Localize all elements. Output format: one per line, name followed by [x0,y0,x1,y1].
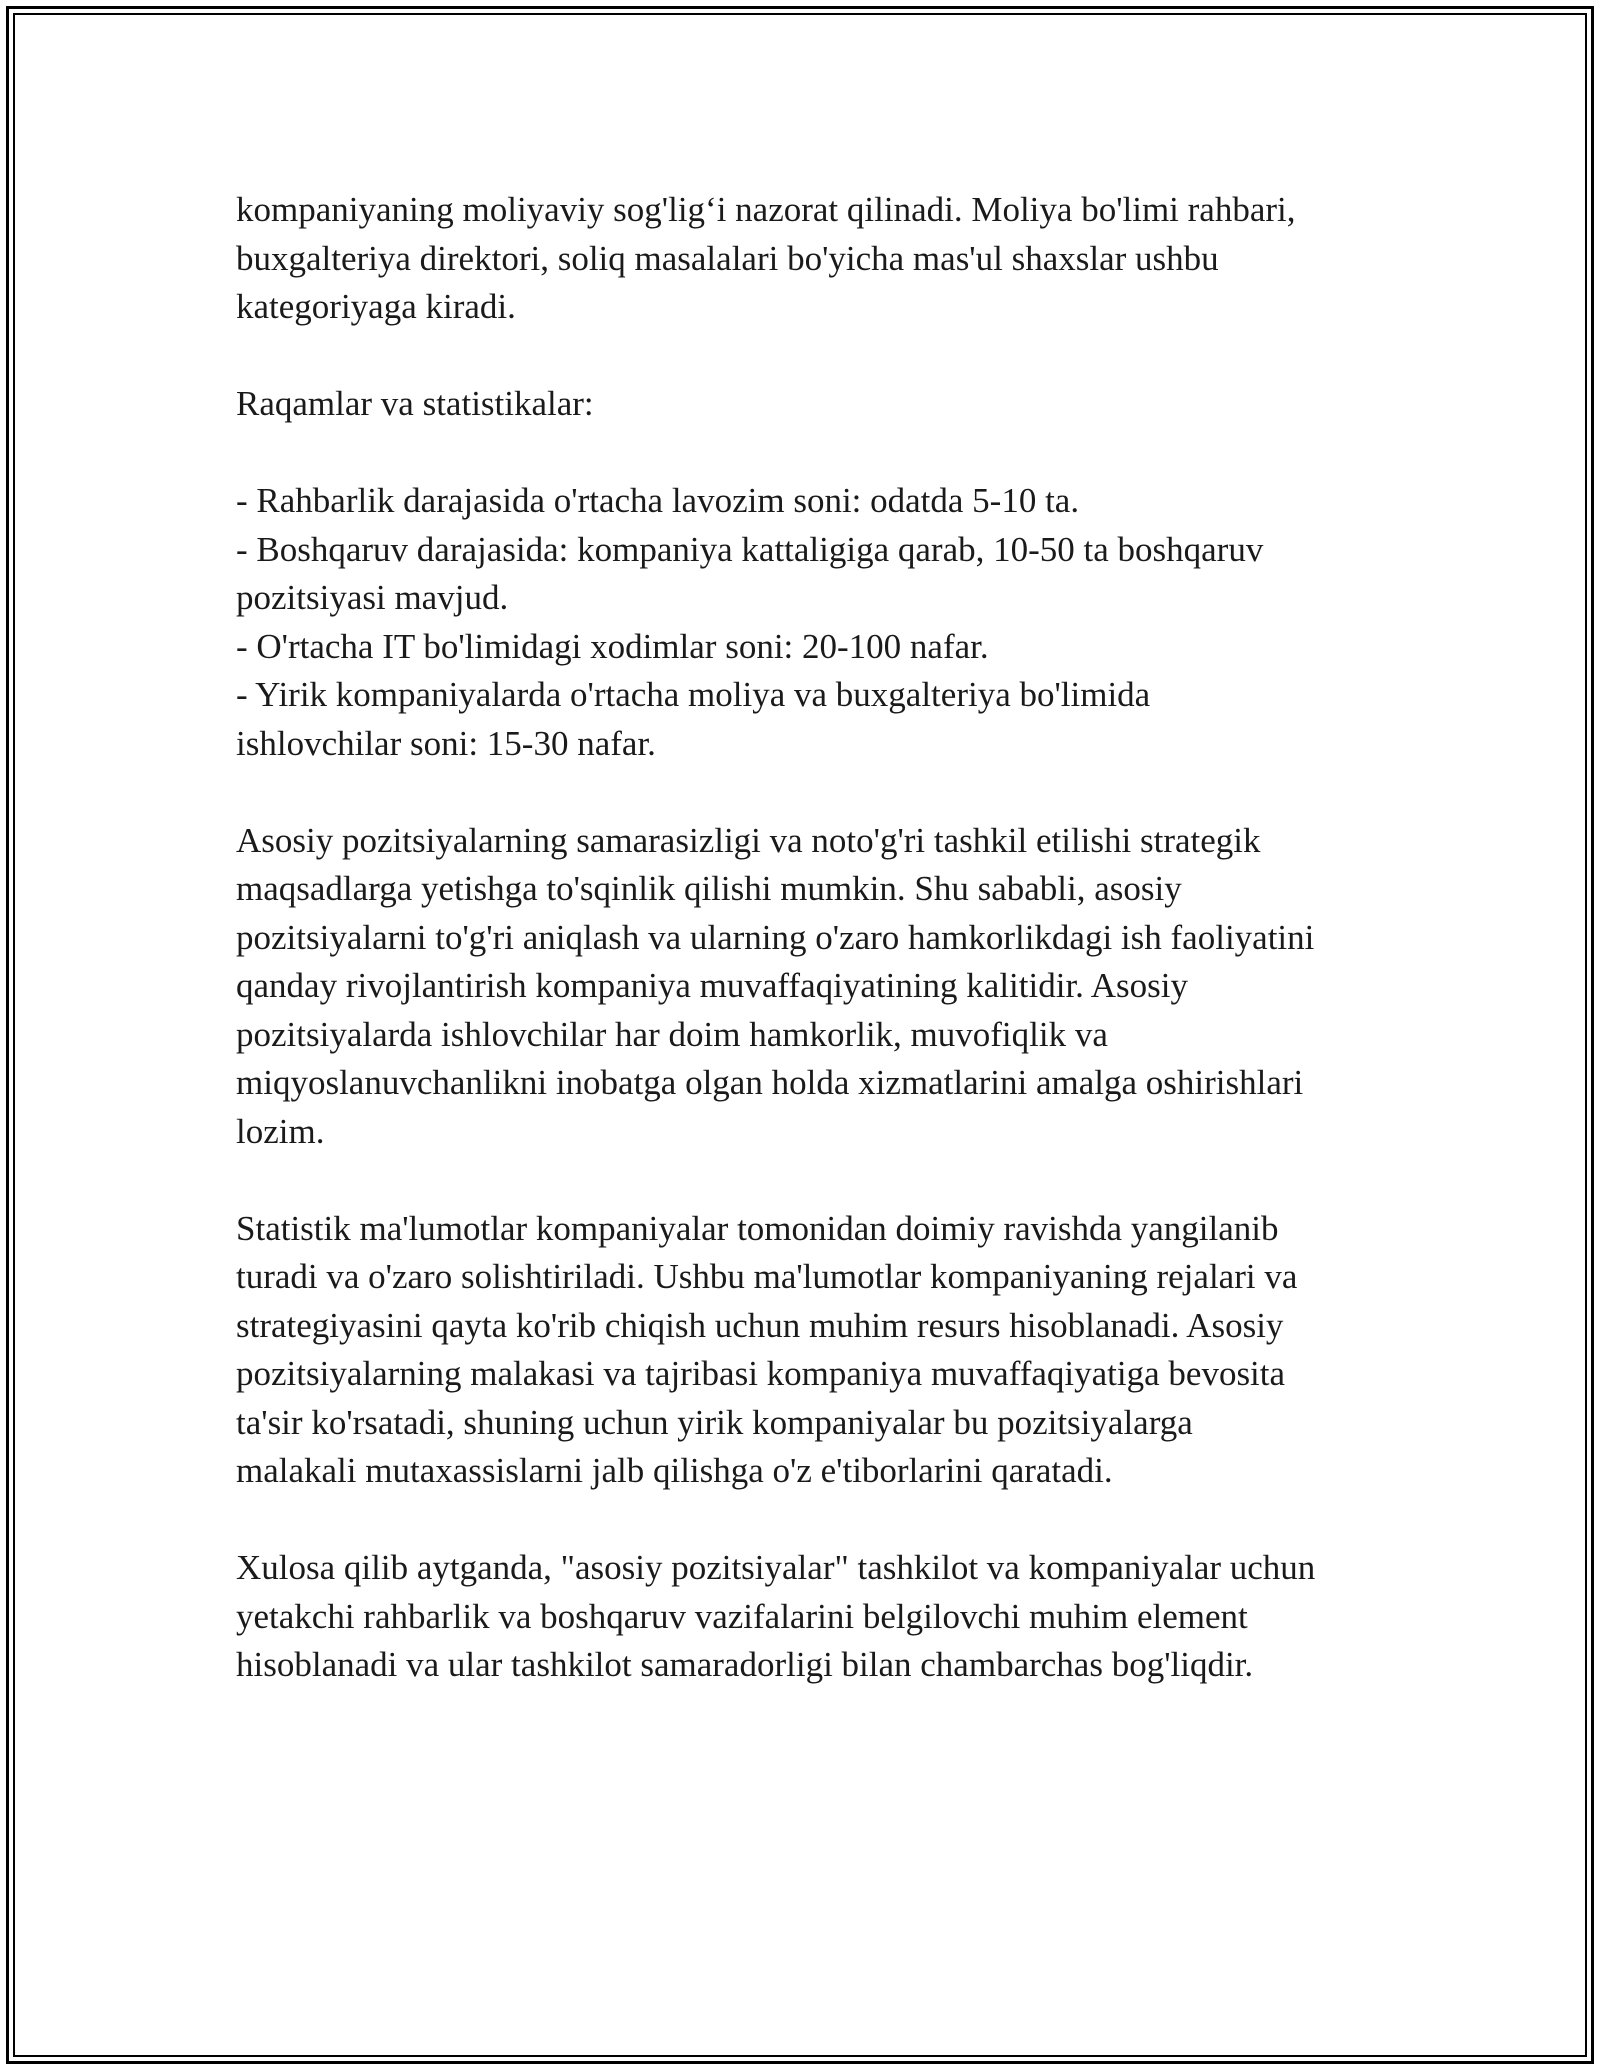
text-line: pozitsiyalarda ishlovchilar har doim hamkorlik, muvofiqlik va [236,1014,1108,1054]
text-line: maqsadlarga yetishga to'sqinlik qilishi mumkin. Shu sababli, asosiy [236,869,1182,908]
text-line: Xulosa qilib aytganda, "asosiy pozitsiyalar" tashkilot va kompaniyalar uchun [236,1548,1316,1587]
text-line: qanday rivojlantirish kompaniya muvaffaqiyatining kalitidir. Asosiy [236,966,1188,1005]
text-line: pozitsiyalarning malakasi va tajribasi kompaniya muvaffaqiyatiga bevosita [236,1354,1286,1393]
list-item: - Yirik kompaniyalarda o'rtacha moliya va buxgalteriya bo'limida [236,675,1151,714]
text-line: miqyoslanuvchanlikni inobatga olgan holda xizmatlarini amalga oshirishlari [236,1063,1304,1102]
document-body [236,186,1396,1738]
list-item-continuation: ishlovchilar soni: 15-30 nafar. [236,723,656,763]
paragraph-financial-health [236,186,1396,332]
text-line: ta'sir ko'rsatadi, shuning uchun yirik kompaniyalar bu pozitsiyalarga [236,1402,1193,1442]
paragraph-statistical-data [236,1205,1396,1496]
text-line: Statistik ma'lumotlar kompaniyalar tomonidan doimiy ravishda yangilanib [236,1208,1279,1248]
text-line: Raqamlar va statistikalar: [236,384,594,423]
text-line: hisoblanadi va ular tashkilot samaradorligi bilan chambarchas bog'liqdir. [236,1645,1254,1684]
text-line: turadi va o'zaro solishtiriladi. Ushbu ma'lumotlar kompaniyaning rejalari va [236,1257,1298,1296]
text-line: lozim. [236,1111,325,1151]
section-heading-statistics [236,380,1396,429]
text-line: strategiyasini qayta ko'rib chiqish uchun muhim resurs hisoblanadi. Asosiy [236,1305,1284,1345]
text-line: kompaniyaning moliyaviy sog'lig‘i nazorat qilinadi. Moliya bo'limi rahbari, [236,190,1296,229]
statistics-list [236,477,1396,768]
text-line: malakali mutaxassislarni jalb qilishga o'z e'tiborlarini qaratadi. [236,1451,1113,1490]
text-line: kategoriyaga kiradi. [236,287,516,326]
text-line: yetakchi rahbarlik va boshqaruv vazifalarini belgilovchi muhim element [236,1596,1248,1636]
text-line: Asosiy pozitsiyalarning samarasizligi va noto'g'ri tashkil etilishi strategik [236,820,1261,860]
list-item: - Rahbarlik darajasida o'rtacha lavozim soni: odatda 5-10 ta. [236,481,1080,520]
paragraph-key-positions [236,817,1396,1157]
list-item: - Boshqaruv darajasida: kompaniya kattaligiga qarab, 10-50 ta boshqaruv [236,529,1264,569]
text-line: buxgalteriya direktori, soliq masalalari bo'yicha mas'ul shaxslar ushbu [236,238,1219,278]
list-item-continuation: pozitsiyasi mavjud. [236,578,509,617]
list-item: - O'rtacha IT bo'limidagi xodimlar soni: 20-100 nafar. [236,626,989,666]
paragraph-conclusion [236,1544,1396,1690]
text-line: pozitsiyalarni to'g'ri aniqlash va ularning o'zaro hamkorlikdagi ish faoliyatini [236,917,1315,957]
